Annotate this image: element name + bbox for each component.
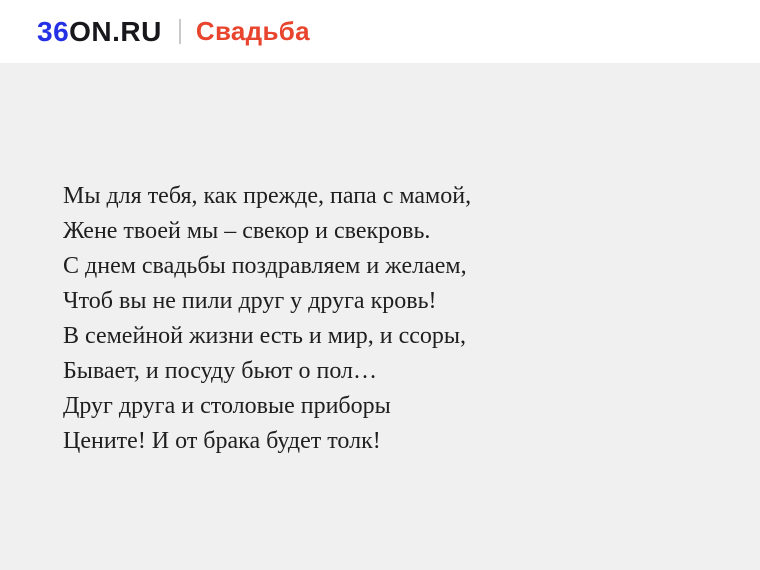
poem-line: Цените! И от брака будет толк!	[63, 428, 381, 454]
poem-line: Друг друга и столовые приборы	[63, 393, 391, 419]
header-divider	[179, 19, 181, 44]
logo-suffix: ON.RU	[69, 15, 162, 47]
poem-line: Чтоб вы не пили друг у друга кровь!	[63, 288, 437, 314]
poem-line: В семейной жизни есть и мир, и ссоры,	[63, 323, 467, 349]
poem-line: Мы для тебя, как прежде, папа с мамой,	[63, 183, 472, 209]
content-area	[0, 63, 760, 570]
header	[0, 0, 760, 63]
poem	[63, 179, 720, 459]
logo-number: 36	[37, 15, 70, 47]
section-title-link[interactable]: Свадьба	[195, 16, 310, 46]
poem-line: Жене твоей мы – свекор и свекровь.	[63, 218, 431, 244]
poem-line: С днем свадьбы поздравляем и желаем,	[63, 253, 467, 279]
poem-line: Бывает, и посуду бьют о пол…	[63, 358, 377, 384]
site-logo[interactable]	[37, 16, 162, 48]
